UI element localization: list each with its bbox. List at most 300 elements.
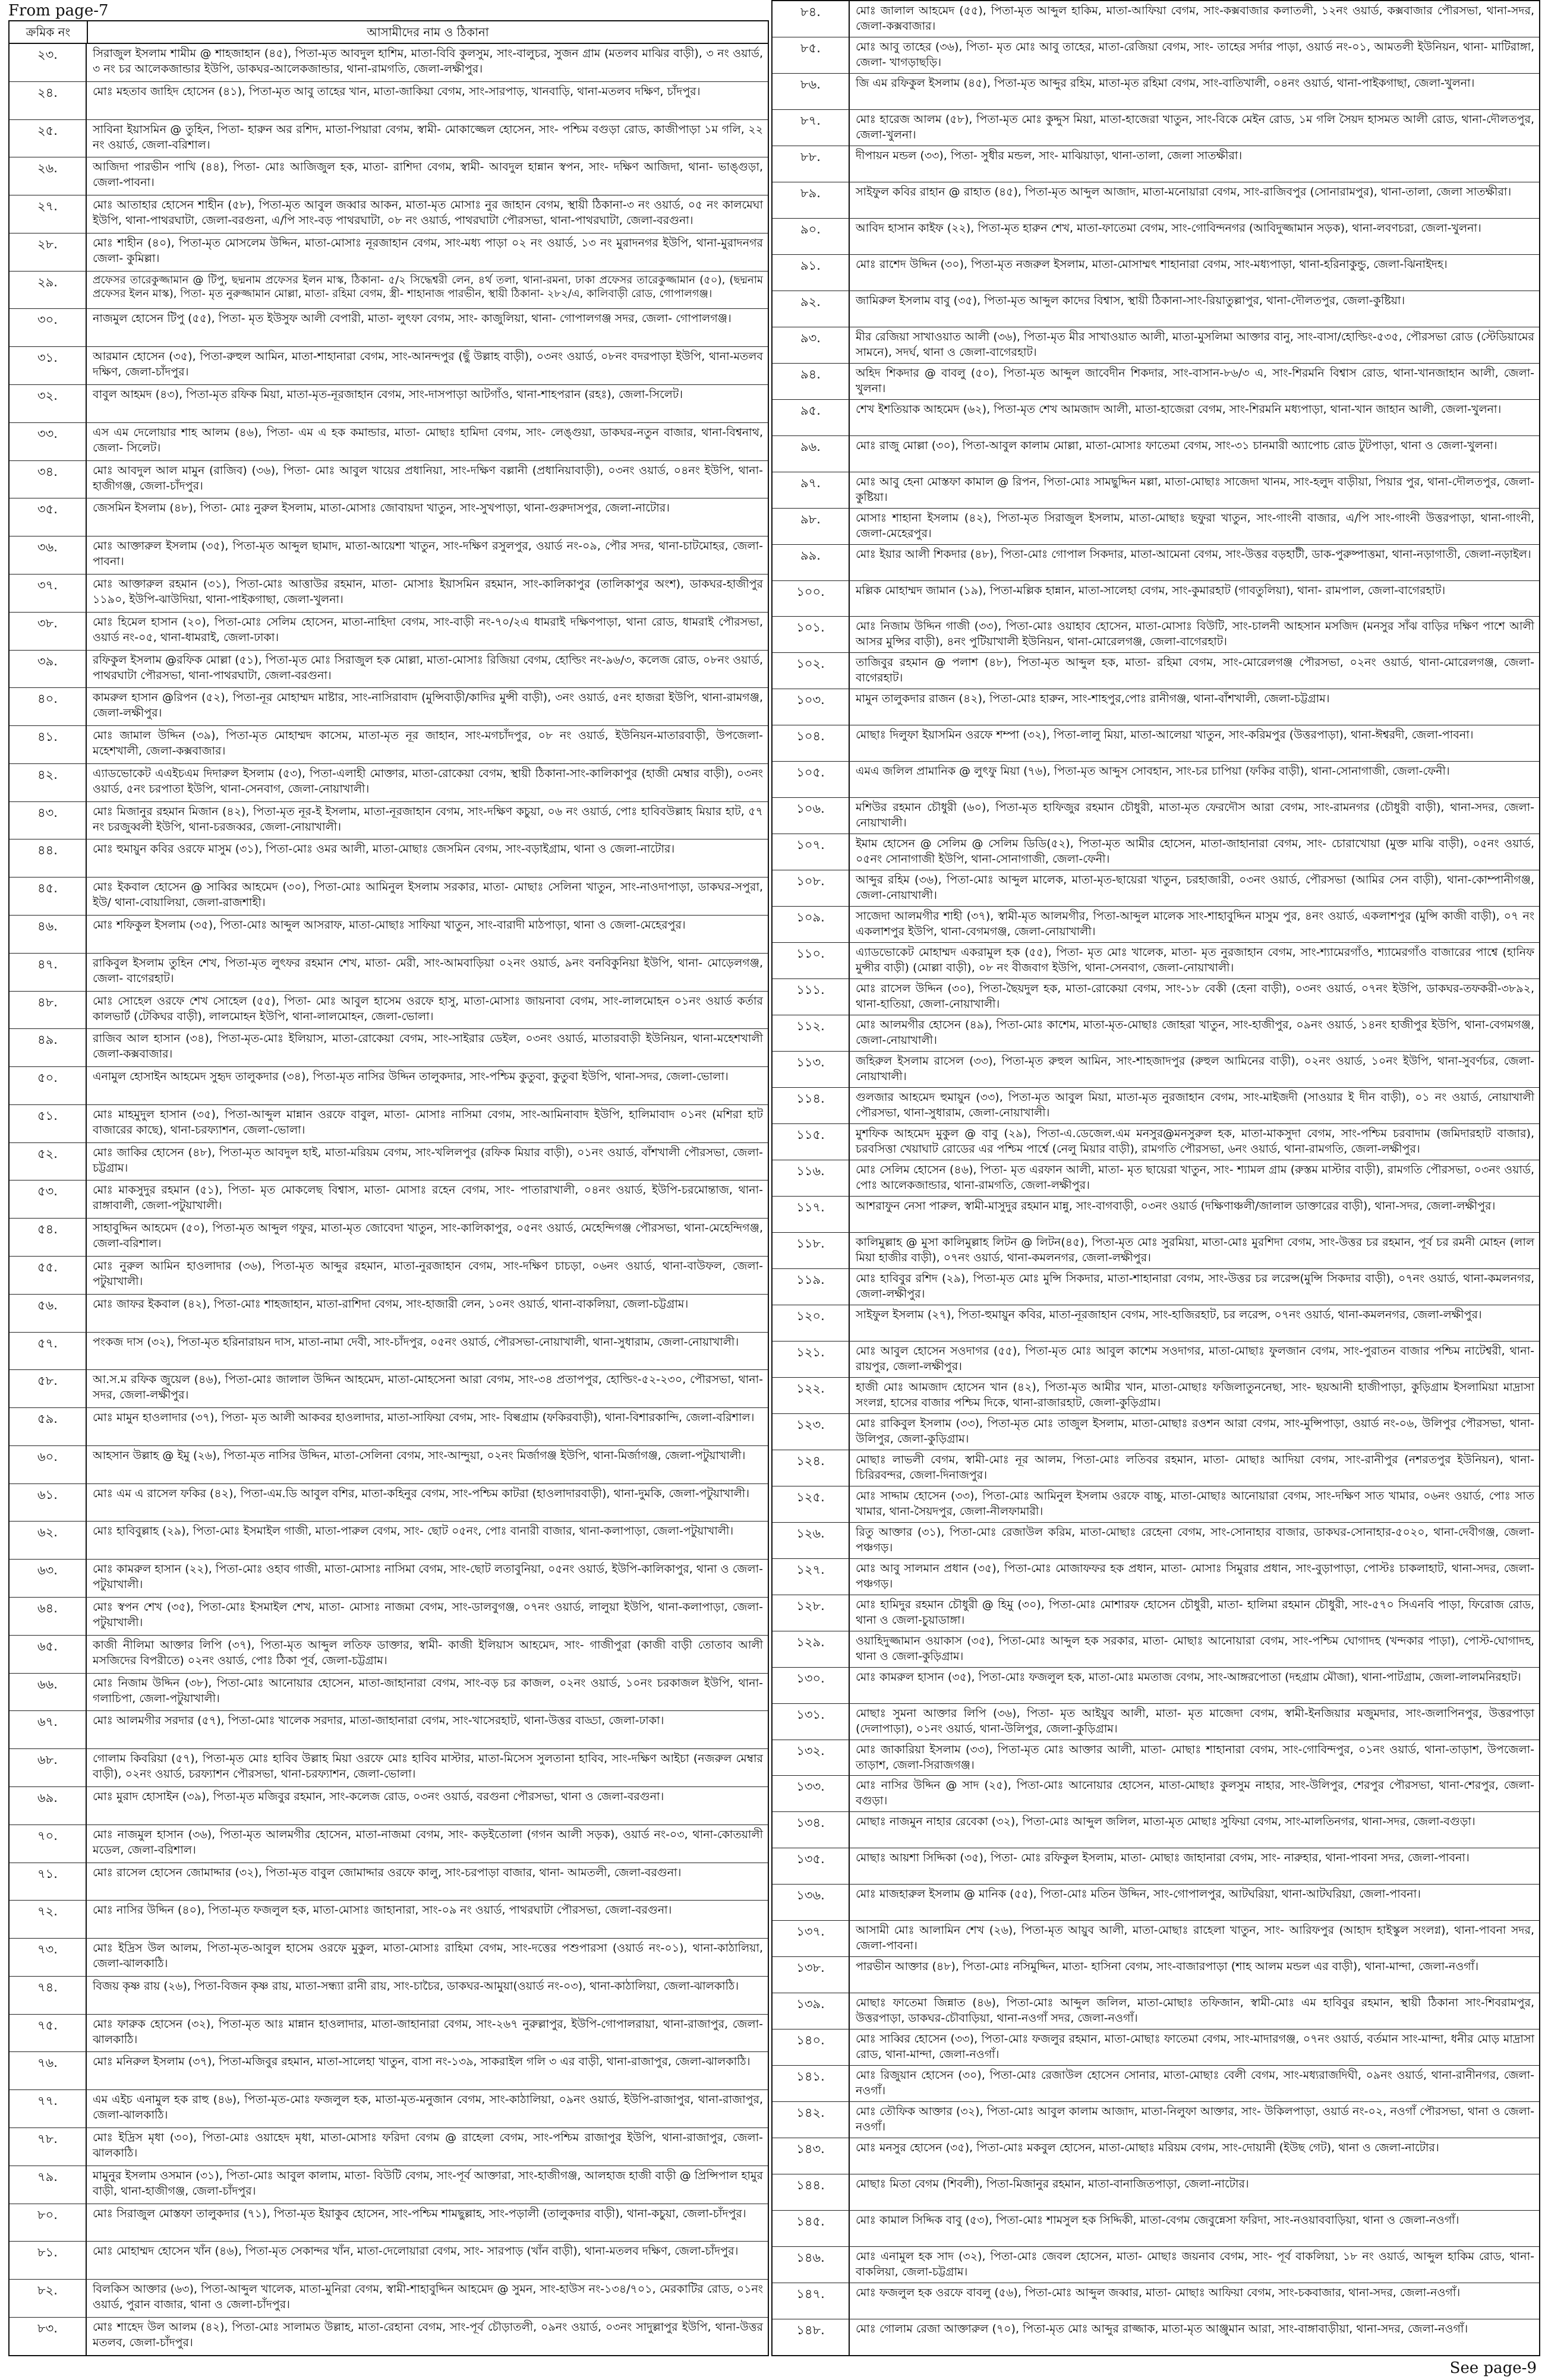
serial-number: ১৪৬. xyxy=(772,2247,850,2283)
serial-number: ১২০. xyxy=(772,1305,850,1341)
table-row xyxy=(772,2283,1539,2319)
accused-details: এনামুল হোসাইন আহমেদ সুহৃদ তালুকদার (৩৪), পিতা-মৃত নাসির উদ্দিন তালুকদার, সাং-পশ্চিম কুতুবা, কুতুবা ইউপি, থানা-সদর, জেলা-ভোলা। xyxy=(93,1070,729,1084)
serial-number: ১৪৭. xyxy=(772,2283,850,2319)
from-page-label: From page-7 xyxy=(8,2,109,20)
serial-number: ২৬. xyxy=(10,157,87,195)
table-row xyxy=(10,309,768,347)
accused-details: মোঃ রাকিবুল ইসলাম (৩৩), পিতা-মৃত মোঃ তাজুল ইসলাম, মাতা-মোছাঃ রওশন আরা বেগম, সাং-মুন্সিপাড়া, ওয়ার্ড নং-০৬, উলিপুর পৌরসভা, থানা-উলিপুর, জেলা-কুড়িগ্রাম। xyxy=(856,1416,1534,1445)
table-row xyxy=(10,2166,768,2204)
accused-details: মোঃ আবু সালমান প্রধান (৩৫), পিতা-মোঃ মোজাফফর হক প্রধান, মাতা- মোসাঃ সিমুরার প্রধান, সাং-বুড়াপাড়া, পোস্টঃ চাকলাহাট, থানা-সদর, জেলা-পঞ্চগড়। xyxy=(856,1561,1534,1590)
serial-number: ৩১. xyxy=(10,347,87,384)
table-row xyxy=(10,2242,768,2280)
accused-details: মোঃ নাসির উদ্দিন @ সাদ (২৫), পিতা-মোঃ আনোয়ার হোসেন, মাতা-মোছাঃ কুলসুম নাহার, সাং-উলিপুর, শেরপুর পৌরসভা, থানা-শেরপুর, জেলা-বগুড়া। xyxy=(856,1779,1534,1808)
serial-number: ১০২. xyxy=(772,653,850,689)
accused-details: রিতু আক্তার (৩১), পিতা-মোঃ রেজাউল করিম, মাতা-মোছাঃ রেহেনা বেগম, সাং-সোনাহার বাজার, ডাকঘর-সোনাহার-৫০২০, থানা-দেবীগঞ্জ, জেলা-পঞ্চগড়। xyxy=(856,1525,1534,1554)
accused-details: আরমান হোসেন (৩৫), পিতা-রুহুল আমিন, মাতা-শাহানারা বেগম, সাং-আনন্দপুর (ছুঁ উল্লাহ বাড়ী), ০৩নং ওয়ার্ড, ০৮নং বদরপাড়া ইউপি, থানা-মতলব দক্ষিণ, জেলা-চাঁদপুর। xyxy=(93,350,763,379)
accused-details: মোঃ এনামুল হক সাদ (৩২), পিতা-মোঃ জেবল হোসেন, মাতা- মোছাঃ জয়নাব বেগম, সাং- পূর্ব বাকলিয়া, ১৮ নং ওয়ার্ড, আব্দুল হাকিম রোড, থানা-বাকলিয়া, জেলা-চট্টগ্রাম। xyxy=(856,2250,1534,2279)
table-row xyxy=(772,689,1539,725)
table-row xyxy=(772,1668,1539,1704)
accused-details: মোঃ রাশেদ উদ্দিন (৩০), পিতা-মৃত নজরুল ইসলাম, মাতা-মোসাম্মৎ শাহানারা বেগম, সাং-মধ্যপাড়া, থানা-হরিনাকুন্ডু, জেলা-ঝিনাইদহ। xyxy=(856,257,1448,271)
table-row xyxy=(772,2211,1539,2247)
table-row xyxy=(10,157,768,195)
serial-number: ১৪৩. xyxy=(772,2138,850,2174)
serial-number: ৯০. xyxy=(772,219,850,254)
accused-details: মোঃ তৌফিক আক্তার (৩২), পিতা-মোঃ আবুল কালাম আজাদ, মাতা-নিলুফা আক্তার, সাং- উকিলপাড়া, ওয়ার্ড নং-০২, নওগাঁ পৌরসভা, থানা ও জেলা-নওগাঁ। xyxy=(856,2105,1534,2134)
serial-number: ১২১. xyxy=(772,1341,850,1377)
accused-details: মীর রেজিয়া সাখাওয়াত আলী (৩৬), পিতা-মৃত মীর সাখাওয়াত আলী, মাতা-মুসলিমা আক্তার বানু, সাং-বাসা/হোল্ডিং-৫৩৫, পৌরসভা রোড (স্টেডিয়ামের সামনে), সদর্ঘ, থানা ও জেলা-বাগেরহাট। xyxy=(856,330,1534,359)
table-row xyxy=(10,916,768,954)
serial-number: ৯৭. xyxy=(772,472,850,508)
table-row xyxy=(772,1957,1539,1993)
serial-number: ১৩৫. xyxy=(772,1848,850,1884)
accused-details: মোঃ জামাল উদ্দিন (৩৯), পিতা-মৃত মোহাম্মদ কাসেম, মাতা-মৃত নূর জাহান, সাং-মগচাঁদপুর, ০৮ নং ওয়ার্ড, ইউনিয়ন-মাতারবাড়ী, উপজেলা- মহেশখালী, জেলা-কক্সবাজার। xyxy=(93,729,763,758)
table-row xyxy=(772,219,1539,255)
serial-number: ৩২. xyxy=(10,385,87,422)
serial-number: ১০১. xyxy=(772,617,850,652)
accused-details: রাকিবুল ইসলাম তুহিন শেখ, পিতা-মৃত লুৎফর রহমান শেখ, মাতা- মেরী, সাং-আমবাড়িয়া ০২নং ওয়ার্ড, ৯নং বনবিকুনিয়া ইউপি, থানা- মোড়েলগঞ্জ, জেলা- বাগেরহাট। xyxy=(93,956,763,985)
table-row xyxy=(772,472,1539,509)
accused-details: আবিদ হাসান কাইফ (২২), পিতা-মৃত হারুন শেখ, মাতা-ফাতেমা বেগম, সাং-গোবিন্দনগর (আবিদুজ্জামান সড়ক), থানা-লবণচরা, জেলা-খুলনা। xyxy=(856,221,1481,235)
accused-details: মোছাঃ লাভলী বেগম, স্বামী-মোঃ নূর আলম, পিতা-মোঃ লতিবর রহমান, মাতা- মোছাঃ আদিয়া বেগম, সাং-রানীপুর (নশরতপুর ইউনিয়ন), থানা-চিরিরবন্দর, জেলা-দিনাজপুর। xyxy=(856,1453,1534,1482)
serial-number: ৯১. xyxy=(772,255,850,291)
accused-details: সাজেদা আলমগীর শাহী (৩৭), স্বামী-মৃত আলমগীর, পিতা-আব্দুল মালেক সাং-শাহাবুদ্দিন মাসুম পুর, ৪নং ওয়ার্ড, একলাশপুর (মুন্সি কাজী বাড়ী), ০৭ নং একলাশপুর ইউপি, থানা-বেগমগঞ্জ, জেলা-নোয়াখালী। xyxy=(856,910,1534,939)
serial-number: ১৪২. xyxy=(772,2102,850,2138)
serial-number: ৬১. xyxy=(10,1484,87,1522)
accused-details: মোঃ মামুন হাওলাদার (৩৭), পিতা- মৃত আলী আকবর হাওলাদার, মাতা-সাফিয়া বেগম, সাং- বিল্বগ্রাম (ফকিরবাড়ী), থানা-বিশারকান্দি, জেলা-বরিশাল। xyxy=(93,1411,755,1425)
table-row xyxy=(772,37,1539,74)
serial-number: ৮৮. xyxy=(772,146,850,182)
accused-details: জেসমিন ইসলাম (৪৮), পিতা- মোঃ নুরুল ইসলাম, মাতা-মোসাঃ জোবায়দা খাতুন, সাং-সুখপাড়া, থানা-গুরুদাসপুর, জেলা-নাটোর। xyxy=(93,501,670,515)
accused-details: মোঃ ইকবাল হোসেন @ সাব্বির আহমেদ (৩০), পিতা-মোঃ আমিনুল ইসলাম সরকার, মাতা- মোছাঃ সেলিনা খাতুন, সাং-নাওদাপাড়া, ডাকঘর-সপুরা, ইউ/ থানা-বোয়ালিয়া, জেলা-রাজশাহী। xyxy=(93,880,763,910)
table-row xyxy=(10,1219,768,1257)
serial-number: ১৪১. xyxy=(772,2066,850,2101)
serial-number: ৯৫. xyxy=(772,400,850,435)
accused-details: আজিদা পারভীন পাখি (৪৪), পিতা- মোঃ আজিজুল হক, মাতা- রাশিদা বেগম, স্বামী- আবদুল হান্নান স্বপন, সাং- দক্ষিণ আজিদা, থানা- ভাঙ্গুড়া, জেলা-পাবনা। xyxy=(93,160,763,190)
table-row xyxy=(10,2128,768,2166)
serial-number: ৩৩. xyxy=(10,423,87,460)
table-row xyxy=(772,1812,1539,1848)
table-row xyxy=(772,1378,1539,1414)
table-row xyxy=(10,1067,768,1105)
accused-details: সাইফুল ইসলাম (২৭), পিতা-হুমায়ুন কবির, মাতা-নূরজাহান বেগম, সাং-হাজিরহাট, চর লরেন্স, ০৭নং ওয়ার্ড, থানা-কমলনগর, জেলা-লক্ষীপুর। xyxy=(856,1308,1482,1321)
serial-number: ৯৯. xyxy=(772,545,850,580)
serial-number: ২৩. xyxy=(10,44,87,81)
table-row xyxy=(10,1711,768,1749)
accused-details: এ্যাডভোকেট মোহাম্মদ একরামুল হক (৫৫), পিতা- মৃত মোঃ খালেক, মাতা- মৃত নুরজাহান বেগম, সাং-শ্যামেরগাঁও, শ্যামেরগাঁও বাজারের পাশ্বে (হানিফ মুন্সীর বাড়ী) (মোল্লা বাড়ী), ০৮ নং বীজবাগ ইউপি, থানা-সেনবাগ, জেলা-নোয়াখালী। xyxy=(856,946,1534,975)
accused-details: মোঃ হারেজ আলম (৫৮), পিতা-মৃত মোঃ কুদ্দুস মিয়া, মাতা-হাজেরা খাতুন, সাং-বিকে মেইন রোড, ১ম গলি সৈয়দ হাসমত আলী রোড, থানা-দৌলতপুর, জেলা-খুলনা। xyxy=(856,112,1534,141)
table-row xyxy=(772,1704,1539,1740)
serial-number: ১২৩. xyxy=(772,1414,850,1450)
table-row xyxy=(10,1370,768,1408)
serial-number: ১০৪. xyxy=(772,725,850,761)
table-row xyxy=(772,870,1539,907)
serial-number: ৫১. xyxy=(10,1105,87,1142)
serial-number: ৪৩. xyxy=(10,802,87,839)
serial-number: ৩৮. xyxy=(10,613,87,650)
accused-details: মোঃ মাকসুদুর রহমান (৫১), পিতা- মৃত মোকলেছ বিশ্বাস, মাতা- মোসাঃ রহেন বেগম, সাং- পাতারাখালী, ০৪নং ওয়ার্ড, ইউপি-চরমোন্তাজ, থানা-রাঙ্গাবালী, জেলা-পটুয়াখালী। xyxy=(93,1183,763,1213)
table-row xyxy=(772,1885,1539,1921)
serial-number: ১০৩. xyxy=(772,689,850,725)
serial-number: ৫৯. xyxy=(10,1408,87,1445)
table-row xyxy=(772,1341,1539,1378)
accused-rows-left xyxy=(10,44,768,2355)
serial-number: ১৪৪. xyxy=(772,2174,850,2210)
accused-details: জহিরুল ইসলাম রাসেল (৩৩), পিতা-মৃত রুহুল আমিন, সাং-শাহজাদপুর (রুহুল আমিনের বাড়ী), ০২নং ওয়ার্ড, ১০নং ইউপি, থানা-সুবর্ণচর, জেলা-নোয়াখালী। xyxy=(856,1055,1534,1084)
accused-details: মোঃ নাসির উদ্দিন (৪০), পিতা-মৃত ফজলুল হক, মাতা-মোসাঃ জাহানারা, সাং-০৯ নং ওয়ার্ড, পাথরঘাটা পৌরসভা, জেলা-বরগুনা। xyxy=(93,1904,672,1917)
accused-details: মোঃ শাহেদ উল আলম (৪২), পিতা-মোঃ সালামত উল্লাহ, মাতা-রেহানা বেগম, সাং-পূর্ব চৌড়াতলী, ০৯নং ওয়ার্ড, ০৩নং সাদুল্লাপুর ইউপি, থানা-উত্তর মতলব, জেলা-চাঁদপুর। xyxy=(93,2320,763,2349)
table-row xyxy=(10,498,768,536)
accused-details: প্রফেসর তারেকুজ্জামান @ টিপু, ছদ্মনাম প্রফেসর ইলন মাস্ক, ঠিকানা- ৫/২ সিদ্ধেশ্বরী লেন, ৪র্থ তলা, থানা-রমনা, ঢাকা প্রফেসর তারেকুজ্জামান (৫০), (ছদ্মনাম প্রফেসর ইলন মাস্ক), পিতা- মৃত নুরুজ্জামান মোল্লা, মাতা- রহিমা বেগম, স্ত্রী- শাহানাজ পারভীন, স্থায়ী ঠিকানা- ২৮২/এ, কালিবাড়ী রোড, গোপালগঞ্জ। xyxy=(93,273,763,300)
accused-details: মোঃ রাসেল হোসেন জোমাদ্দার (৩২), পিতা-মৃত বাবুল জোমাদ্দার ওরফে কালু, সাং-চরপাড়া বাজার, থানা- আমতলী, জেলা-বরগুনা। xyxy=(93,1866,682,1879)
table-row xyxy=(772,545,1539,581)
accused-details: মোছাঃ নাজমুন নাহার রেবেকা (৩২), পিতা-মোঃ আব্দুল জলিল, মাতা-মৃত মোছাঃ সুফিয়া বেগম, সাং-মালতিনগর, থানা-সদর, জেলা-বগুড়া। xyxy=(856,1815,1475,1829)
table-row xyxy=(772,1631,1539,1668)
accused-details: মোঃ আলমগীর সরদার (৫৭), পিতা-মোঃ খালেক সরদার, মাতা-জাহানারা বেগম, সাং-খাসেরহাট, থানা-উত্তর বাড্ডা, জেলা-ঢাকা। xyxy=(93,1714,664,1728)
accused-details: মোঃ এম এ রাসেল ফকির (৪২), পিতা-এম.ডি আবুল বশির, মাতা-কহিনুর বেগম, সাং-পশ্চিম কাটরা (হাওলাদারবাড়ী), থানা-দুমকি, জেলা-পটুয়াখালী। xyxy=(93,1486,750,1500)
accused-details: পংকজ দাস (৩২), পিতা-মৃত হরিনারায়ন দাস, মাতা-নামা দেবী, সাং-চাঁদপুর, ০৫নং ওয়ার্ড, পৌরসভা-নোয়াখালী, থানা-সুধারাম, জেলা-নোয়াখালী। xyxy=(93,1335,739,1349)
table-row xyxy=(10,272,768,310)
accused-details: মোঃ মনসুর হোসেন (৩৫), পিতা-মোঃ মকবুল হোসেন, মাতা-মোছাঃ মরিয়ম বেগম, সাং-দোয়ানী (ইউছ গেট), থানা ও জেলা-নাটোর। xyxy=(856,2141,1439,2155)
serial-number: ৬৬. xyxy=(10,1674,87,1711)
accused-details: হাজী মোঃ আমজাদ হোসেন খান (৪২), পিতা-মৃত আমীর খান, মাতা-মোছাঃ ফজিলাতুননেছা, সাং- ছয়আনী হাজীপাড়া, কুড়িগ্রাম ইসলামিয়া মাদ্রাসা সংলগ্ন, হাসের বাজার পশ্চিম দিকে, থানা-রাজারহাট, জেলা-কুড়িগ্রাম। xyxy=(856,1380,1534,1409)
table-row xyxy=(10,347,768,385)
table-row xyxy=(772,1523,1539,1559)
table-row xyxy=(772,2029,1539,2066)
serial-number: ৭৭. xyxy=(10,2090,87,2128)
table-row xyxy=(10,233,768,272)
serial-number: ৫৬. xyxy=(10,1295,87,1332)
table-row xyxy=(772,1776,1539,1812)
table-row xyxy=(10,2052,768,2090)
accused-details: আ.স.ম রফিক জুয়েল (৪৬), পিতা-মোঃ জালাল উদ্দিন আহমেদ, মাতা-মোহসেনা আরা বেগম, সাং-৩৪ প্রতাপপুর, হোল্ডিং-৫২-২৩০, পৌরসভা, থানা-সদর, জেলা-লক্ষীপুর। xyxy=(93,1373,763,1402)
serial-number: ৬৩. xyxy=(10,1560,87,1597)
accused-details: মোঃ সিরাজুল মোস্তফা তালুকদার (৭১), পিতা-মৃত ইয়াকুব হোসেন, সাং-পশ্চিম শামছুল্লাহ, সাং-পড়ালী (তালুকদার বাড়ী), থানা-কচুয়া, জেলা-চাঁদপুর। xyxy=(93,2207,746,2220)
table-row xyxy=(10,1825,768,1863)
table-row xyxy=(10,1560,768,1598)
accused-details: মোঃ আক্তারুল ইসলাম (৩৫), পিতা-মৃত আব্দুল ছামাদ, মাতা-আয়েশা খাতুন, সাং-দক্ষিণ রসুলপুর, ওয়ার্ড নং-০৯, পৌর সদর, থানা-চাটমোহর, জেলা-পাবনা। xyxy=(93,539,763,569)
serial-number: ১১১. xyxy=(772,979,850,1015)
accused-details: মোঃ কামরুল হাসান (৩৫), পিতা-মোঃ ফজলুল হক, মাতা-মোঃ মমতাজ বেগম, সাং-আঙ্গরপোতা (দহগ্রাম মৌজা), থানা-পাটগ্রাম, জেলা-লালমনিরহাট। xyxy=(856,1670,1521,1684)
accused-details: গোলাম কিবরিয়া (৫৭), পিতা-মৃত মোঃ হাবিব উল্লাহ মিয়া ওরফে মোঃ হাবিব মাস্টার, মাতা-মিসেস সুলতানা হাবিব, সাং-দক্ষিণ আইচা (নজরুল মেম্বার বাড়ী), ০২নং ওয়ার্ড, চরফ্যাশন পৌরসভা, থানা-চরফ্যাশন, জেলা-ভোলা। xyxy=(93,1752,763,1781)
serial-number: ৯৩. xyxy=(772,327,850,363)
accused-details: এস এম দেলোয়ার শাহ আলম (৪৬), পিতা- এম এ হক কমান্ডার, মাতা- মোছাঃ হামিদা বেগম, সাং- লেঙ্গুয়া, ডাকঘর-নতুন বাজার, থানা-বিশ্বনাথ, জেলা- সিলেট। xyxy=(93,425,763,454)
accused-details: আব্দুর রহিম (৩৬), পিতা-মোঃ আব্দুল মালেক, মাতা-মৃত-ছায়েরা খাতুন, চরহাজারী, ০৩নং ওয়ার্ড, পৌরসভা (আমির সেন বাড়ী), থানা-কোম্পানীগঞ্জ, জেলা-নোয়াখালী। xyxy=(856,873,1534,902)
accused-details: গুলজার আহমেদ হুমায়ুন (৩৩), পিতা-মৃত আবুল মিয়া, মাতা-মৃত নুরজাহান বেগম, সাং-মাইজদী (সাওয়ার ই দীন বাড়ী), ০১ নং ওয়ার্ড, নোয়াখালী পৌরসভা, থানা-সুধারাম, জেলা-নোয়াখালী। xyxy=(856,1091,1535,1120)
accused-details: মোছাঃ মিতা বেগম (শিবলী), পিতা-মিজানুর রহমান, মাতা-বানাজিতপাড়া, জেলা-নাটোর। xyxy=(856,2177,1249,2191)
table-row xyxy=(10,1939,768,1977)
table-row xyxy=(10,1257,768,1295)
serial-number: ২৮. xyxy=(10,233,87,271)
serial-number: ১১৭. xyxy=(772,1197,850,1232)
table-row xyxy=(772,617,1539,653)
accused-details: মোঃ গোলাম রেজা আক্তারুল (৭০), পিতা-মৃত মোঃ আব্দুর রাজ্জাক, মাতা-মৃত আঞ্জুমান আরা, সাং-বাঙ্গাবাড়ীয়া, থানা-সদর, জেলা-নওগাঁ। xyxy=(856,2322,1468,2335)
accused-details: মোঃ আবদুল আল মামুন (রাজিব) (৩৬), পিতা- মোঃ আবুল খায়ের প্রধানিয়া, সাং-দক্ষিণ বল্লানী (প্রধানিয়াবাড়ী), ০৩নং ওয়ার্ড, ০৪নং ইউপি, থানা-হাজীগঞ্জ, জেলা-চাঁদপুর। xyxy=(93,463,763,493)
table-row xyxy=(10,1749,768,1787)
accused-details: মোঃ নাজমুল হাসান (৩৬), পিতা-মৃত আলমগীর হোসেন, মাতা-নাজমা বেগম, সাং- কড়ইতোলা (গগন আলী সড়ক), ওয়ার্ড নং-০৩, থানা-কোতয়ালী মডেল, জেলা-বরিশাল। xyxy=(93,1827,763,1857)
serial-number: ৪৬. xyxy=(10,916,87,953)
serial-number: ১৩৭. xyxy=(772,1921,850,1956)
table-row xyxy=(772,364,1539,400)
table-row xyxy=(10,1446,768,1484)
accused-details: মোঃ হুমায়ুন কবির ওরফে মাসুম (৩১), পিতা-মোঃ ওমর আলী, মাতা-মোছাঃ জেসমিন বেগম, সাং-বড়াইগ্রাম, থানা ও জেলা-নাটোর। xyxy=(93,842,675,856)
table-header xyxy=(10,21,768,44)
serial-number: ৪২. xyxy=(10,764,87,801)
accused-details: মোঃ মাহমুদুল হাসান (৩৫), পিতা-আব্দুল মান্নান ওরফে বাবুল, মাতা- মোসাঃ নাসিমা বেগম, সাং-আমিনাবাদ ইউপি, হালিমাবাদ ০১নং (মশিরা হাট বাজারের কাছে), থানা-চরফ্যাশন, জেলা-ভোলা। xyxy=(93,1107,763,1137)
table-row xyxy=(772,2174,1539,2211)
serial-number: ৮৯. xyxy=(772,182,850,218)
serial-number: ৮৭. xyxy=(772,110,850,146)
table-row xyxy=(10,2204,768,2242)
accused-details: সাবিনা ইয়াসমিন @ তুহিন, পিতা- হারুন অর রশিদ, মাতা-পিয়ারা বেগম, স্বামী- মোকাজ্জেল হোসেন, সাং- পশ্চিম বগুড়া রোড, কাজীপাড়া ১ম গলি, ২২ নং ওয়ার্ড, জেলা-বরিশাল। xyxy=(93,122,763,151)
serial-number: ১৩৮. xyxy=(772,1957,850,1993)
table-row xyxy=(772,1197,1539,1233)
accused-details: মোছাঃ আয়শা সিদ্দিকা (৩৫), পিতা- মোঃ রফিকুল ইসলাম, মাতা- মোছাঃ জাহানারা বেগম, সাং- নারুহার, থানা-পাবনা সদর, জেলা-পাবনা। xyxy=(856,1851,1470,1865)
accused-details: কামরুল হাসান @রিপন (৫২), পিতা-নূর মোহাম্মদ মাষ্টার, সাং-নাসিরাবাদ (মুন্সিবাড়ী/কাদির মুন্সী বাড়ী), ৩নং ওয়ার্ড, ৫নং হাজরা ইউপি, থানা-রামগঞ্জ, জেলা-লক্ষীপুর। xyxy=(93,691,763,720)
serial-number: ৬৪. xyxy=(10,1598,87,1635)
serial-number: ১২৫. xyxy=(772,1486,850,1522)
accused-details: মোঃ মহতাব জাহিদ হোসেন (৪১), পিতা-মৃত আবু তাহের খান, মাতা-জাকিয়া বেগম, সাং-সারপাড়, খানবাড়ি, থানা-মতলব দক্ষিণ, চাঁদপুর। xyxy=(93,84,701,98)
serial-number: ৪১. xyxy=(10,726,87,763)
serial-number: ৪৮. xyxy=(10,992,87,1029)
table-row xyxy=(10,877,768,916)
accused-details: সাইফুল কবির রাহান @ রাহাত (৪৫), পিতা-মৃত আব্দুল আজাদ, মাতা-মনোয়ারা বেগম, সাং-রাজিবপুর (সোনারামপুর), থানা-তালা, জেলা সাতক্ষীরা। xyxy=(856,185,1512,198)
serial-number: ১৪৫. xyxy=(772,2211,850,2246)
table-row xyxy=(772,146,1539,182)
serial-number: ৯৬. xyxy=(772,436,850,472)
table-row xyxy=(772,327,1539,364)
table-row xyxy=(10,1484,768,1522)
serial-number: ১৪০. xyxy=(772,2029,850,2065)
accused-details: মোঃ হামিদুর রহমান চৌধুরী @ হিমু (৩০), পিতা-মোঃ মোশারফ হোসেন চৌধুরী, মাতা- হালিমা রহমান চৌধুরী, সাং-৫৭০ সিএনবি পাড়া, ফিরোজ রোড, থানা ও জেলা-চুয়াডাঙ্গা। xyxy=(856,1598,1534,1627)
serial-number: ৭১. xyxy=(10,1863,87,1901)
serial-number: ১৪৮. xyxy=(772,2319,850,2355)
accused-details: মোঃ হাবিবুল্লাহ (২৯), পিতা-মোঃ ইসমাইল গাজী, মাতা-পারুল বেগম, সাং- ছোট ০৫নং, পোঃ বানারী বাজার, থানা-কলাপাড়া, জেলা-পটুয়াখালী। xyxy=(93,1524,734,1538)
serial-number: ১৩১. xyxy=(772,1704,850,1740)
serial-number: ৮৩. xyxy=(10,2318,87,2355)
table-row xyxy=(772,2102,1539,2138)
table-row xyxy=(772,1595,1539,1631)
table-row xyxy=(10,1143,768,1181)
serial-number: ১২৬. xyxy=(772,1523,850,1558)
accused-list-left-column xyxy=(8,20,769,2356)
table-row xyxy=(772,110,1539,146)
table-row xyxy=(10,1901,768,1939)
accused-details: এ্যাডভোকেট এএইচএম দিদারুল ইসলাম (৫৩), পিতা-এলাহী মোক্তার, মাতা-রোকেয়া বেগম, স্থায়ী ঠিকানা-সাং-কালিকাপুর (হাজী মেম্বার বাড়ী), ০৩নং ওয়ার্ড, ৫নং চরপাতা ইউপি, থানা-সেনবাগ, জেলা-নোয়াখালী। xyxy=(93,766,763,796)
accused-details: মোঃ মুরাদ হোসাইন (৩৯), পিতা-মৃত মজিবুর রহমান, সাং-কলেজ রোড, ০৩নং ওয়ার্ড, বরগুনা পৌরসভা, থানা ও জেলা-বরগুনা। xyxy=(93,1789,664,1803)
table-row xyxy=(772,1015,1539,1052)
accused-details: আশরাফুন নেসা পারুল, স্বামী-মাসুদুর রহমান মান্নু, সাং-বাগবাড়ী, ০৩নং ওয়ার্ড (দক্ষিণাঞ্চলী/জালাল ডাক্তারের বাড়ী), থানা-সদর, জেলা-লক্ষীপুর। xyxy=(856,1199,1496,1213)
table-row xyxy=(772,907,1539,943)
accused-details: সিরাজুল ইসলাম শামীম @ শাহজাহান (৪৫), পিতা-মৃত আবদুল হাশিম, মাতা-বিবি কুলসুম, সাং-বালুচর, সুজন গ্রাম (মতলব মাঝির বাড়ী), ৩ নং ওয়ার্ড, ৩ নং চর আলেকজান্ডার ইউপি, ডাকঘর-আলেকজান্ডার, থানা-রামগতি, জেলা-লক্ষীপুর। xyxy=(93,47,763,75)
details-header: আসামীদের নাম ও ঠিকানা xyxy=(367,25,489,39)
serial-number: ৫৮. xyxy=(10,1370,87,1407)
table-row xyxy=(10,839,768,877)
table-row xyxy=(772,2066,1539,2102)
serial-number: ৩৭. xyxy=(10,575,87,612)
accused-details: রাজিব আল হাসান (৩৪), পিতা-মৃত-মোঃ ইলিয়াস, মাতা-রোকেয়া বেগম, সাং-সাইরার ডেইল, ০৩নং ওয়ার্ড, মাতারবাড়ী ইউনিয়ন, থানা-মহেশখালী জেলা-কক্সবাজার। xyxy=(93,1032,763,1061)
serial-number: ৬৭. xyxy=(10,1711,87,1748)
table-row xyxy=(772,400,1539,436)
accused-details: মোঃ ইয়ার আলী শিকদার (৪৮), পিতা-মোঃ গোপাল সিকদার, মাতা-আমেনা বেগম, সাং-উত্তর বড়হাটী, ডাক-পুরুষ্পাত্তমা, থানা-নড়াগাতী, জেলা-নড়াইল। xyxy=(856,547,1531,561)
serial-number: ৩০. xyxy=(10,309,87,346)
table-row xyxy=(772,436,1539,472)
serial-number: ৫৩. xyxy=(10,1180,87,1218)
accused-details: মশিউর রহমান চৌধুরী (৬০), পিতা-মৃত হাফিজুর রহমান চৌধুরী, মাতা-মৃত ফেরদৌস আরা বেগম, সাং-রামনগর (চৌধুরী বাড়ী), থানা-সদর, জেলা-নোয়াখালী। xyxy=(856,801,1534,830)
accused-details: মোঃ শফিকুল ইসলাম (৩৫), পিতা-মোঃ আব্দুল আসরাফ, মাতা-মোছাঃ সাফিয়া খাতুন, সাং-বারাদী মাঠপাড়া, থানা ও জেলা-মেহেরপুর। xyxy=(93,918,686,932)
accused-details: মুশফিক আহমেদ মুকুল @ বাবু (২৯), পিতা-এ.ডেজেল.এম মনসুর@মনসুরুল হক, মাতা-মাকসুদা বেগম, সাং-পশ্চিম চরবাদাম (জমিদারহাট বাজার), চরবসিত্তা খেয়াঘাট রোডের এর পশ্চিম পার্শ্বে (নেলু মিয়ার বাড়ী), রামগতি পৌরসভা, ৬নং ওয়ার্ড, থানা-রামগতি, জেলা-লক্ষীপুর। xyxy=(856,1127,1534,1156)
table-row xyxy=(10,651,768,689)
table-row xyxy=(772,1414,1539,1450)
accused-details: কাজী নীলিমা আক্তার লিপি (৩৭), পিতা-মৃত আব্দুল লতিফ ডাক্তার, স্বামী- কাজী ইলিয়াস আহমেদ, সাং- গাজীপুরা (কাজী বাড়ী তোতাব আলী মসজিদের বিপরীতে) ০২নং ওয়ার্ড, পোঃ ঠিকা পূর্ব, জেলা-চট্টগ্রাম। xyxy=(93,1638,763,1667)
serial-number: ৪৫. xyxy=(10,877,87,915)
serial-number: ৬৫. xyxy=(10,1636,87,1673)
table-row xyxy=(772,1921,1539,1957)
accused-details: মোঃ আতাহার হোসেন শাহীন (৫৮), পিতা-মৃত আবুল জব্বার আকন, মাতা-মৃত মোসাঃ নুর জাহান বেগম, স্থায়ী ঠিকানা-৩ নং ওয়ার্ড, ০৫ নং কালমেঘা ইউপি, থানা-পাথরঘাটা, জেলা-বরগুনা, এ/পি সাং-বড় পাথরঘাটা, ০৮ নং ওয়ার্ড, পাথরঘাটা পৌরসভা, থানা-পাথরঘাটা, জেলা-বরগুনা। xyxy=(93,198,763,228)
table-row xyxy=(10,1863,768,1901)
accused-details: বিজয় কৃষ্ণ রায় (২৬), পিতা-বিজন কৃষ্ণ রায়, মাতা-সন্ধ্যা রানী রায়, সাং-চাচৈর, ডাকঘর-আমুয়া(ওয়ার্ড নং-০৩), থানা-কাঠালিয়া, জেলা-ঝালকাঠি। xyxy=(93,1979,739,1993)
serial-number: ১২৪. xyxy=(772,1450,850,1486)
serial-number: ৭৩. xyxy=(10,1939,87,1976)
table-row xyxy=(10,423,768,461)
serial-number: ৫২. xyxy=(10,1143,87,1180)
accused-details: মোঃ জাকির হোসেন (৪৮), পিতা-মৃত আবদুল হাই, মাতা-মরিয়ম বেগম, সাং-খলিলপুর (রফিক মিয়ার বাড়ী), ০১নং ওয়ার্ড, বাঁশখালী পৌরসভা, জেলা-চট্টগ্রাম। xyxy=(93,1145,763,1175)
serial-number: ১০৬. xyxy=(772,798,850,834)
table-row xyxy=(10,1787,768,1825)
serial-number: ২৪. xyxy=(10,82,87,119)
table-row xyxy=(772,255,1539,291)
table-row xyxy=(10,1029,768,1067)
serial-number: ৬০. xyxy=(10,1446,87,1483)
table-row xyxy=(772,1305,1539,1341)
serial-number: ১১৯. xyxy=(772,1269,850,1305)
table-row xyxy=(772,834,1539,870)
table-row xyxy=(772,762,1539,798)
serial-number: ১৩০. xyxy=(772,1668,850,1703)
table-row xyxy=(772,2319,1539,2355)
table-row xyxy=(10,726,768,764)
serial-number: ৭৬. xyxy=(10,2052,87,2089)
table-row xyxy=(772,509,1539,545)
accused-details: এমএ জলিল প্রামানিক @ লুৎফু মিয়া (৭৬), পিতা-মৃত আব্দুস সোবহান, সাং-চর চাপিয়া (ফকির বাড়ী), থানা-সোনাগাজী, জেলা-ফেনী। xyxy=(856,765,1450,778)
table-row xyxy=(10,2090,768,2128)
table-row xyxy=(772,653,1539,689)
accused-details: মোঃ মাজহারুল ইসলাম @ মানিক (৫৫), পিতা-মোঃ মতিন উদ্দিন, সাং-গোপালপুর, আটঘরিয়া, থানা-আটঘরিয়া, জেলা-পাবনা। xyxy=(856,1887,1421,1901)
serial-number: ১৩৬. xyxy=(772,1885,850,1920)
table-row xyxy=(10,2280,768,2318)
table-row xyxy=(772,1486,1539,1523)
accused-details: বাবুল আহমদ (৪৩), পিতা-মৃত রফিক মিয়া, মাতা-মৃত-নূরজাহান বেগম, সাং-দাসপাড়া আটগাঁও, থানা-শাহপরান (রহঃ), জেলা-সিলেট। xyxy=(93,388,683,402)
accused-details: মোঃ সাব্বির হোসেন (৩৩), পিতা-মোঃ ফজলুর রহমান, মাতা-মোছাঃ ফাতেমা বেগম, সাং-মাদারগঞ্জ, ০৭নং ওয়ার্ড, বর্তমান সাং-মান্দা, ধনীর মোড় মাদ্রাসা রোড, থানা-মান্দা, জেলা-নওগাঁ। xyxy=(856,2032,1534,2062)
table-row xyxy=(772,798,1539,834)
serial-number: ১২৭. xyxy=(772,1559,850,1595)
accused-details: মোঃ নিজাম উদ্দিন (৩৮), পিতা-মোঃ আনোয়ার হোসেন, মাতা-জাহানারা বেগম, সাং-বড় চর কাজল, ০২নং ওয়ার্ড, ১০নং চরকাজল ইউপি, থানা-গলাচিপা, জেলা-পটুয়াখালী। xyxy=(93,1676,763,1705)
accused-details: মোঃ সেলিম হোসেন (৪৬), পিতা- মৃত এরফান আলী, মাতা- মৃত ছায়েরা খাতুন, সাং- শ্যামল গ্রাম (রুস্তম মাস্টার বাড়ী), রামগতি পৌরসভা, ০৩নং ওয়ার্ড, পোঃ আলেকজান্ডার, থানা-রামগতি, জেলা-লক্ষীপুর। xyxy=(856,1163,1534,1192)
table-row xyxy=(772,1124,1539,1160)
table-row xyxy=(772,1993,1539,2029)
accused-details: মল্লিক মোহাম্মদ জামান (১৯), পিতা-মল্লিক হান্নান, মাতা-সালেহা বেগম, সাং-কুমারহাট (গাবতুলিয়া), থানা- রামপাল, জেলা-বাগেরহাট। xyxy=(856,583,1446,597)
table-row xyxy=(772,943,1539,979)
accused-details: ইমাম হোসেন @ সেলিম @ সেলিম ডিডি(৫২), পিতা-মৃত আমীর হোসেন, মাতা-জাহানারা বেগম, সাং- চোরাখোয়া (মুক্ত মাঝি বাড়ী), ০৫নং ওয়ার্ড, ০৫নং সোনাগাজী ইউপি, থানা-সোনাগাজী, জেলা-ফেনী। xyxy=(856,837,1534,866)
serial-number: ২৯. xyxy=(10,272,87,309)
serial-number: ১৩৪. xyxy=(772,1812,850,1848)
accused-details: মোঃ সোহেল ওরফে শেখ সোহেল (৫৫), পিতা- মোঃ আবুল হাসেম ওরফে হাসু, মাতা-মোসাঃ জায়নাবা বেগম, সাং-লালমোহন ০১নং ওয়ার্ড কর্তার কালভার্ট (টেকিঘর বাড়ী), লালমোহন ইউপি, থানা-লালমোহন, জেলা-ভোলা। xyxy=(93,994,763,1023)
serial-number: ৩৫. xyxy=(10,498,87,536)
serial-number: ১০০. xyxy=(772,581,850,617)
accused-details: মোঃ জাফর ইকবাল (৪২), পিতা-মোঃ শাহজাহান, মাতা-রাশিদা বেগম, সাং-হাজারী লেন, ১০নং ওয়ার্ড, থানা-বাকলিয়া, জেলা-চট্টগ্রাম। xyxy=(93,1297,689,1311)
table-row xyxy=(10,2015,768,2053)
serial-number: ১১২. xyxy=(772,1015,850,1051)
serial-number: ১১৫. xyxy=(772,1124,850,1160)
table-row xyxy=(10,536,768,575)
accused-details: মোঃ নিজাম উদ্দিন গাজী (৩৩), পিতা-মোঃ ওয়াহাব হোসেন, মাতা-মোসাঃ বিউটি, সাং-চালনী আহসান মসজিদ (মনসুর সাঁঝ বাড়ির দক্ষিণ পাশে আলী আসর মুন্সির বাড়ী), ৪নং পুটিয়াখালী ইউনিয়ন, থানা-মোরেলগঞ্জ, জেলা-বাগেরহাট। xyxy=(856,620,1534,649)
table-row xyxy=(10,195,768,233)
serial-number: ৯৪. xyxy=(772,364,850,399)
table-row xyxy=(10,688,768,726)
table-row xyxy=(10,1333,768,1371)
table-row xyxy=(772,1160,1539,1197)
serial-number: ৬৯. xyxy=(10,1787,87,1825)
table-row xyxy=(772,2138,1539,2174)
table-row xyxy=(10,82,768,120)
table-row xyxy=(10,385,768,423)
accused-details: অহিদ শিকদার @ বাবলু (৫০), পিতা-মৃত আব্দুল জাবেদীন শিকদার, সাং-বাসান-৮৬/৩ এ, সাং-শিরমনি বিশ্বাস রোড, থানা-খানজাহান আলী, জেলা-খুলনা। xyxy=(856,366,1534,395)
table-row xyxy=(10,461,768,499)
accused-details: মোঃ কামাল সিদ্দিক বাবু (৫৩), পিতা-মোঃ শামসুল হক সিদ্দিকী, মাতা-বেগম জেবুন্নেসা ফরিদা, সাং-নওয়াববাড়িয়া, থানা ও জেলা-নওগাঁ। xyxy=(856,2214,1459,2227)
accused-details: জামিরুল ইসলাম বাবু (৩৫), পিতা-মৃত আব্দুল কাদের বিশ্বাস, স্থায়ী ঠিকানা-সাং-রিয়াতুল্লাপুর, থানা-দৌলতপুর, জেলা-কুষ্টিয়া। xyxy=(856,293,1405,307)
table-row xyxy=(10,1295,768,1333)
table-row xyxy=(10,802,768,840)
serial-number: ৭৮. xyxy=(10,2128,87,2166)
table-row xyxy=(772,74,1539,110)
table-row xyxy=(772,1848,1539,1885)
accused-details: মামুন তালুকদার রাজন (৪২), পিতা-মোঃ হারুন, সাং-শাহপুর,পোঃ রানীগঞ্জ, থানা-বাঁশখালী, জেলা-চট্টগ্রাম। xyxy=(856,692,1330,706)
accused-details: মোঃ মিজানুর রহমান মিজান (৪২), পিতা-মৃত নূর-ই ইসলাম, মাতা-নূরজাহান বেগম, সাং-দক্ষিণ কচুয়া, ০৬ নং ওয়ার্ড, পোঃ হাবিবউল্লাহ মিয়ার হাট, ৫৭ নং চরজুব্বলী ইউপি, থানা-চরজব্বর, জেলা-নোয়াখালী। xyxy=(93,804,763,834)
accused-details: কালিমুল্লাহ @ মুসা কালিমুল্লাহ লিটন @ লিটন(৪৫), পিতা-মৃত মোঃ সুরমিয়া, মাতা-মোঃ মুরশিদা বেগম, সাং-উত্তর চর রহমান, পূর্ব চর রমনী মোহন (লাল মিয়া হাজীর বাড়ী), ০৭নং ওয়ার্ড, থানা-কমলনগর, জেলা-লক্ষীপুর। xyxy=(856,1235,1534,1264)
serial-number: ৪০. xyxy=(10,688,87,725)
accused-details: আসামী মোঃ আলামিন শেখ (২৬), পিতা-মৃত আয়ুব আলী, মাতা-মোছাঃ রাহেলা খাতুন, সাং- আরিফপুর (আহাদ হাইস্কুল সংলগ্ন), থানা-পাবনা সদর, জেলা-পাবনা। xyxy=(856,1924,1534,1953)
serial-number: ১২২. xyxy=(772,1378,850,1413)
serial-number: ১০৯. xyxy=(772,907,850,942)
serial-number: ৩৯. xyxy=(10,651,87,688)
table-row xyxy=(772,1,1539,37)
table-row xyxy=(772,1233,1539,1269)
table-row xyxy=(10,1522,768,1560)
serial-number: ১০৮. xyxy=(772,870,850,906)
table-row xyxy=(10,2318,768,2355)
accused-details: মোঃ হিমেল হাসান (২০), পিতা-মোঃ সেলিম হোসেন, মাতা-নাহিদা বেগম, সাং-বাড়ী নং-৭০/২এ ধামরাই দক্ষিণপাড়া, থানা রোড, ধামরাই পৌরসভা, ওয়ার্ড নং-০৫, থানা-ধামরাই, জেলা-ঢাকা। xyxy=(93,615,763,644)
accused-details: মোঃ ফারুক হোসেন (৩২), পিতা-মৃত আঃ মান্নান হাওলাদার, মাতা-জাহানারা বেগম, সাং-২৬৭ নুরুল্লাপুর, ইউপি-গোপালরায়া, থানা-রাজাপুর, জেলা-ঝালকাঠি। xyxy=(93,2017,763,2046)
accused-details: মোঃ ফজলুল হক ওরফে বাবলু (৫৬), পিতা-মোঃ আব্দুল জব্বার, মাতা- মোছাঃ আফিয়া বেগম, সাং-চকবাজার, থানা-সদর, জেলা-নওগাঁ। xyxy=(856,2286,1461,2300)
accused-details: ওয়াহিদুজ্জামান ওয়াকাস (৩৫), পিতা-মোঃ আব্দুল হক সরকার, মাতা- মোছাঃ আনোয়ারা বেগম, সাং-পশ্চিম ঘোগাদহ (খন্দকার পাড়া), পোস্ট-ঘোগাদহ, থানা ও জেলা-কুড়িগ্রাম। xyxy=(856,1634,1534,1663)
serial-number: ৭৪. xyxy=(10,1977,87,2014)
accused-list-right-column xyxy=(771,0,1540,2356)
accused-details: আহসান উল্লাহ @ ইমু (২৬), পিতা-মৃত নাসির উদ্দিন, মাতা-সেলিনা বেগম, সাং-আন্দুয়া, ০২নং মির্জাগঞ্জ ইউপি, থানা-মির্জাগঞ্জ, জেলা-পটুয়াখালী। xyxy=(93,1448,746,1462)
accused-details: মোঃ জাকারিয়া ইসলাম (৩৩), পিতা-মৃত মোঃ আক্তার আলী, মাতা- মোছাঃ শাহানারা বেগম, সাং-গোবিন্দপুর, ০১নং ওয়ার্ড, থানা-তাড়াশ, উপজেলা-তাড়াশ, জেলা-সিরাজগঞ্জ। xyxy=(856,1743,1534,1772)
serial-number: ৪৯. xyxy=(10,1029,87,1066)
serial-number: ১৩৯. xyxy=(772,1993,850,2029)
accused-details: মোঃ আক্তারুল রহমান (৩১), পিতা-মোঃ আত্তাউর রহমান, মাতা- মোসাঃ ইয়াসমিন রহমান, সাং-কালিকাপুর (তালিকাপুর অংশ), ডাকঘর-হাজীপুর ১১৯০, ইউপি-ঝাউদিয়া, থানা-পাইকগাছা, জেলা-খুলনা। xyxy=(93,577,763,606)
table-row xyxy=(10,1977,768,2015)
table-row xyxy=(772,2247,1539,2283)
accused-details: মোঃ আবু হেনা মোস্তফা কামাল @ রিপন, পিতা-মোঃ সামছুদ্দিন মল্লা, মাতা-মোছাঃ সাজেদা খানম, সাং-হলুদ বাড়ীয়া, পিয়ার পুর, থানা-দৌলতপুর, জেলা- কুষ্টিয়া। xyxy=(856,475,1534,504)
serial-number: ৮২. xyxy=(10,2280,87,2317)
table-row xyxy=(772,725,1539,762)
serial-number: ৭৯. xyxy=(10,2166,87,2204)
accused-details: মোছাঃ ফাতেমা জিন্নাত (৪৬), পিতা-মোঃ আব্দুল জলিল, মাতা-মোছাঃ তফিজান, স্বামী-মোঃ এম হাবিবুর রহমান, স্থায়ী ঠিকানা সাং-শিবরামপুর, উত্তরপাড়া, ডাকঘর-চৌবাড়িয়া, থানা-নওগাঁ সদর, জেলা-নওগাঁ। xyxy=(856,1996,1534,2025)
accused-details: মোঃ নুরুল আমিন হাওলাদার (৩৬), পিতা-মৃত আব্দুর রহমান, মাতা-নুরজাহান বেগম, সাং-দক্ষিণ চাচড়া, ০৬নং ওয়ার্ড, থানা-বাউফল, জেলা-পটুয়াখালী। xyxy=(93,1260,763,1288)
accused-details: মোঃ রিজুয়ান হোসেন (৩০), পিতা-মোঃ রেজাউল হোসেন সোনার, মাতা-মোছাঃ বেলী বেগম, সাং-মধ্যরাজদিঘী, ০৯নং ওয়ার্ড, থানা-রানীনগর, জেলা-নওগাঁ। xyxy=(856,2069,1534,2098)
accused-details: নাজমুল হোসেন টিপু (৫৫), পিতা- মৃত ইউসুফ আলী বেপারী, মাতা- লুৎফা বেগম, সাং- কাজুলিয়া, থানা- গোপালগঞ্জ সদর, জেলা- গোপালগঞ্জ। xyxy=(93,312,731,326)
